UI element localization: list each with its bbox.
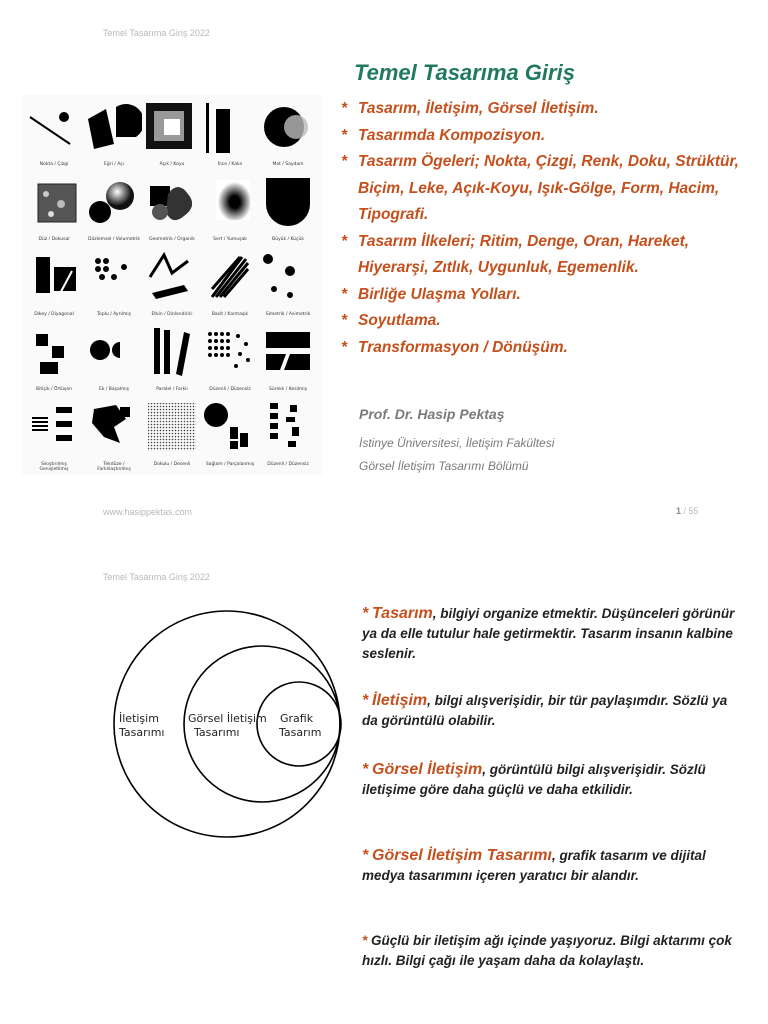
venn-inner-label-1: Grafik <box>280 712 314 725</box>
grid-cell-mat-saydam <box>260 99 316 174</box>
venn-diagram <box>112 595 342 853</box>
grid-cell-buyuk-kucuk <box>260 174 316 249</box>
bullet-star: * <box>341 285 348 303</box>
venn-middle-label-1: Görsel İletişim <box>188 712 267 725</box>
grid-cell-nokta-cizgi <box>26 99 82 174</box>
grid-caption: Eğri / Açı <box>104 162 124 167</box>
grid-caption: Paralel / Farklı <box>156 387 188 392</box>
grid-caption: Süreklı / Kesilmiş <box>268 387 308 392</box>
grid-caption: Sert / Yumuşak <box>213 237 247 242</box>
grid-cell-paralel-farkli <box>144 324 200 399</box>
bullet-star: * <box>341 338 348 356</box>
grid-cell-acik-koyu <box>144 99 200 174</box>
grid-caption: Ek / Başalmış <box>98 387 129 392</box>
bullet-star: * <box>341 312 348 329</box>
bullet-star: * <box>341 126 348 144</box>
grid-cell-geometrik-organik <box>144 174 200 249</box>
definition-bilgi-cagi: * Güçlü bir iletişim ağı içinde yaşıyoruz. Bilgi aktarımı çok hızlı. Bilgi çağı ile yaşam daha da kolaylaştı. <box>362 933 732 968</box>
grid-caption: Mat / Saydam <box>272 162 304 167</box>
grid-caption: Büyük / Küçük <box>272 237 304 242</box>
grid-cell-duzenli-duzensiz-2 <box>260 399 316 474</box>
topic-item: * Birliğe Ulaşma Yolları. <box>341 282 761 309</box>
grid-caption: Düzenli / Düzensiz <box>209 387 251 392</box>
affiliation-university: İstinye Üniversitesi, İletişim Fakültesi <box>359 436 555 450</box>
definition-gorsel-iletisim: * Görsel İletişim, görüntülü bilgi alışverişidir. Sözlü iletişime göre daha güçlü ve daha etkilidir. <box>362 761 706 797</box>
grid-caption: Basit / Karmaşık <box>211 312 249 317</box>
grid-caption: Simetrik / Asimetrik <box>265 312 311 317</box>
topic-item: * Tasarım Ögeleri; Nokta, Çizgi, Renk, Doku, Strüktür, Biçim, Leke, Açık-Koyu, Işık-Gölge, Form, Hacim, Tipografi. <box>341 149 761 229</box>
definition-tasarim: * Tasarım, bilgiyi organize etmektir. Düşünceleri görünür ya da elle tutulur hale getirmektir. Tasarım insanın kalbine seslenir. <box>362 605 735 661</box>
venn-outer-label-1: İletişim <box>119 712 159 725</box>
grid-caption: Düzlemsel / Volumetrik <box>87 237 141 242</box>
grid-cell-tekduze-farklilastirilmis <box>86 399 142 474</box>
grid-cell-surekli-kesilmis <box>260 324 316 399</box>
website-link[interactable]: www.hasippektas.com <box>103 507 193 517</box>
grid-cell-duzenli-duzensiz <box>202 324 258 399</box>
topic-item: * Tasarımda Kompozisyon. <box>341 123 761 150</box>
grid-caption: Sağlam / Parçalanmış <box>205 462 255 467</box>
grid-caption: Tekdüze / Farklılaştırılmış <box>97 462 131 472</box>
grid-caption: Geometrik / Organik <box>149 237 195 242</box>
grid-cell-egri-aci <box>86 99 142 174</box>
grid-caption: Dokulu / Desenli <box>153 462 191 467</box>
slide2-header: Temel Tasarıma Giriş 2022 <box>103 572 210 582</box>
bullet-star: * <box>341 100 348 117</box>
grid-cell-ek-basalmis <box>86 324 142 399</box>
grid-caption: Sıkıştırılmış Genişletilmiş <box>39 462 69 472</box>
topic-item: * Soyutlama. <box>341 308 761 335</box>
grid-caption: Bitişik / Örtüşen <box>36 387 72 392</box>
grid-caption: Toplu / Ayrılmış <box>97 312 131 317</box>
venn-outer-label-2: Tasarımı <box>119 726 165 739</box>
grid-caption: İnce / Kalın <box>217 162 243 167</box>
page-number: 1 / 55 <box>676 506 699 516</box>
venn-middle-label-2: Tasarımı <box>194 726 240 739</box>
grid-cell-sikistirilmis-genisletilmis <box>26 399 82 474</box>
grid-cell-toplu-ayrilmis <box>86 249 142 324</box>
grid-caption: Nokta / Çizgi <box>39 162 69 167</box>
grid-cell-sert-yumusak <box>202 174 258 249</box>
design-principles-grid <box>22 95 322 475</box>
grid-caption: Düz / Dokusal <box>38 237 70 242</box>
grid-cell-basit-karmasik <box>202 249 258 324</box>
definition-gorsel-iletisim-tasarimi: * Görsel İletişim Tasarımı, grafik tasarım ve dijital medya tasarımını içeren yaratıcı bir alandır. <box>362 847 706 883</box>
grid-cell-simetrik-asimetrik <box>260 249 316 324</box>
topics-list <box>341 96 761 361</box>
grid-caption: Düzenli / Düzensiz <box>267 462 309 467</box>
affiliation-department: Görsel İletişim Tasarımı Bölümü <box>359 459 529 473</box>
grid-cell-etkin-dinlendirici <box>144 249 200 324</box>
slide1-title: Temel Tasarıma Giriş <box>354 60 575 85</box>
topic-item: * Transformasyon / Dönüşüm. <box>341 335 761 362</box>
grid-cell-dokulu-desenli <box>144 399 200 474</box>
bullet-star: * <box>341 232 348 250</box>
definition-iletisim: * İletişim, bilgi alışverişidir, bir tür paylaşımdır. Sözlü ya da görüntülü olabilir. <box>362 692 728 728</box>
grid-caption: Dikey / Diyagonal <box>34 312 74 317</box>
grid-cell-duzlemsel-volumetrik <box>86 174 142 249</box>
grid-cell-duz-dokusal <box>26 174 82 249</box>
grid-cell-saglam-parcalanmis <box>202 399 258 474</box>
topic-item: * Tasarım, İletişim, Görsel İletişim. <box>341 96 761 123</box>
topic-item: * Tasarım İlkeleri; Ritim, Denge, Oran, Hareket, Hiyerarşi, Zıtlık, Uygunluk, Egemenlik. <box>341 229 761 282</box>
grid-caption: Etkin / Dinlendirici <box>151 312 193 317</box>
grid-cell-bitisik-ortusen <box>26 324 82 399</box>
grid-cell-ince-kalin <box>202 99 258 174</box>
grid-cell-dikey-diyagonal <box>26 249 82 324</box>
slide1-header: Temel Tasarıma Giriş 2022 <box>103 28 210 38</box>
author-name: Prof. Dr. Hasip Pektaş <box>359 406 505 422</box>
grid-caption: Açık / Koyu <box>159 162 185 167</box>
venn-inner-label-2: Tasarım <box>279 726 322 739</box>
bullet-star: * <box>341 153 348 170</box>
